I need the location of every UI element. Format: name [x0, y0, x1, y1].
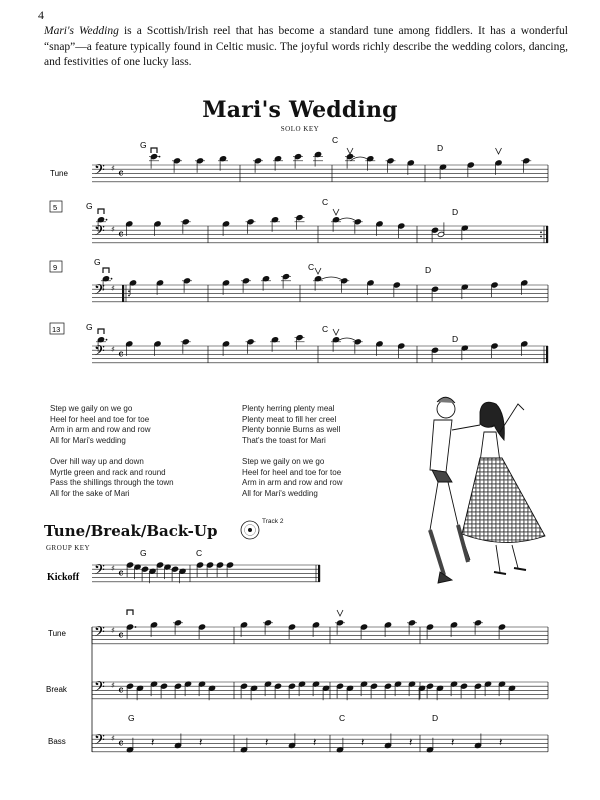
- sharp-icon: ♯: [111, 626, 115, 635]
- down-bow-icon: [98, 209, 104, 214]
- dot: [106, 219, 108, 221]
- dot: [135, 626, 137, 628]
- up-bow-icon: [496, 148, 502, 154]
- measure-number: 13: [52, 325, 61, 334]
- down-bow-icon: [151, 148, 157, 153]
- barline: [122, 285, 124, 302]
- dot: [106, 339, 108, 341]
- solo-key-label: SOLO KEY: [280, 125, 320, 133]
- sharp-icon: ♯: [111, 164, 115, 173]
- quarter-rest-icon: 𝄽: [151, 736, 155, 749]
- lyric-line: Plenty meat to fill her creel: [242, 414, 337, 424]
- chord-symbol: G: [140, 548, 147, 558]
- measure-number: 9: [53, 263, 58, 272]
- page-number: 4: [38, 8, 44, 22]
- time-signature: 𝄴: [118, 737, 124, 752]
- lyric-line: Step we gaily on we go: [242, 456, 325, 466]
- group-key-label: GROUP KEY: [46, 544, 91, 552]
- down-bow-icon: [103, 268, 109, 273]
- up-bow-icon: [347, 148, 353, 154]
- bass-clef-icon: 𝄢: [94, 282, 105, 302]
- repeat-dot: [128, 295, 130, 297]
- lyric-line: Pass the shillings through the town: [50, 478, 174, 488]
- repeat-dot: [128, 290, 130, 292]
- sharp-icon: ♯: [111, 734, 115, 743]
- up-bow-icon: [333, 209, 339, 215]
- intro-title: Mari's Wedding: [44, 25, 119, 37]
- chord-symbol: C: [196, 548, 203, 558]
- up-bow-icon: [333, 329, 339, 335]
- lyric-line: All for Mari's wedding: [242, 488, 318, 498]
- bass-clef-icon: 𝄢: [94, 624, 105, 644]
- barline: [546, 346, 548, 363]
- sharp-icon: ♯: [111, 225, 115, 234]
- time-signature: 𝄴: [118, 684, 124, 699]
- chord-symbol: C: [322, 324, 329, 334]
- sharp-icon: ♯: [111, 284, 115, 293]
- lyric-line: That's the toast for Mari: [242, 435, 326, 445]
- chord-symbol: G: [86, 201, 93, 211]
- quarter-rest-icon: 𝄽: [409, 736, 413, 749]
- lyric-line: Plenty herring plenty meal: [242, 404, 335, 413]
- chord-symbol: C: [322, 197, 329, 207]
- time-signature: 𝄴: [118, 228, 124, 243]
- chord-symbol: C: [339, 713, 346, 723]
- chord-symbol: D: [432, 713, 439, 723]
- barline: [318, 565, 320, 582]
- lyric-line: Heel for heel and toe for toe: [50, 414, 150, 424]
- lyric-line: Plenty bonnie Burns as well: [242, 425, 341, 435]
- dancers-illustration: [430, 397, 545, 583]
- chord-symbol: D: [437, 143, 444, 153]
- bass-clef-icon: 𝄢: [94, 562, 105, 582]
- page-title: Mari's Wedding: [202, 97, 398, 123]
- lyric-line: Heel for heel and toe for toe: [242, 467, 342, 477]
- staff-label-break: Break: [46, 685, 67, 694]
- repeat-dot: [540, 236, 542, 238]
- lyric-line: All for the sake of Mari: [50, 488, 130, 498]
- bass-clef-icon: 𝄢: [94, 679, 105, 699]
- quarter-rest-icon: 𝄽: [265, 736, 269, 749]
- sharp-icon: ♯: [111, 564, 115, 573]
- staves: [92, 148, 548, 753]
- bass-clef-icon: 𝄢: [94, 162, 105, 182]
- down-bow-icon: [98, 329, 104, 334]
- sharp-icon: ♯: [111, 681, 115, 690]
- lyric-line: Arm in arm and row and row: [242, 478, 343, 488]
- kickoff-label: Kickoff: [47, 572, 80, 583]
- quarter-rest-icon: 𝄽: [199, 736, 203, 749]
- chord-symbol: G: [128, 713, 135, 723]
- bass-clef-icon: 𝄢: [94, 343, 105, 363]
- quarter-rest-icon: 𝄽: [499, 736, 503, 749]
- time-signature: 𝄴: [118, 567, 124, 582]
- quarter-rest-icon: 𝄽: [451, 736, 455, 749]
- bass-clef-icon: 𝄢: [94, 223, 105, 243]
- up-bow-icon: [315, 268, 321, 274]
- time-signature: 𝄴: [118, 629, 124, 644]
- measure-number: 5: [53, 203, 58, 212]
- lyric-line: Myrtle green and rack and round: [50, 467, 166, 477]
- chord-symbol: C: [308, 262, 315, 272]
- lyric-line: All for Mari's wedding: [50, 435, 126, 445]
- section-title: Tune/Break/Back-Up: [44, 522, 218, 540]
- staff-label-bass: Bass: [48, 737, 66, 746]
- sharp-icon: ♯: [111, 345, 115, 354]
- chord-symbol: D: [452, 207, 459, 217]
- chord-symbol: G: [86, 322, 93, 332]
- chord-symbol: D: [452, 334, 459, 344]
- quarter-rest-icon: 𝄽: [361, 736, 365, 749]
- lyric-line: Step we gaily on we go: [50, 404, 133, 413]
- barline: [546, 226, 548, 243]
- track-label: Track 2: [262, 518, 284, 525]
- chord-symbol: D: [425, 265, 432, 275]
- quarter-rest-icon: 𝄽: [313, 736, 317, 749]
- repeat-dot: [540, 231, 542, 233]
- cd-icon: [241, 521, 259, 539]
- slur: [318, 277, 344, 281]
- intro-text: is a Scottish/Irish reel that has become a standard tune among fiddlers. It has a wonderful “snap”—a feature typically found in Celtic music. The joyful words richly describe the wedding colors, dancing, and festivities of one lucky lass.: [44, 25, 568, 68]
- staff-label-tune: Tune: [50, 169, 68, 178]
- dot: [111, 278, 113, 280]
- staff-label-tune: Tune: [48, 629, 66, 638]
- lyric-line: Arm in arm and row and row: [50, 425, 151, 435]
- down-bow-icon: [127, 610, 133, 615]
- time-signature: 𝄴: [118, 167, 124, 182]
- chord-symbol: G: [140, 140, 147, 150]
- dot: [159, 156, 161, 158]
- chord-symbol: G: [94, 257, 101, 267]
- bass-clef-icon: 𝄢: [94, 732, 105, 752]
- chord-symbol: C: [332, 135, 339, 145]
- lyric-line: Over hill way up and down: [50, 456, 144, 466]
- up-bow-icon: [337, 610, 343, 616]
- time-signature: 𝄴: [118, 348, 124, 363]
